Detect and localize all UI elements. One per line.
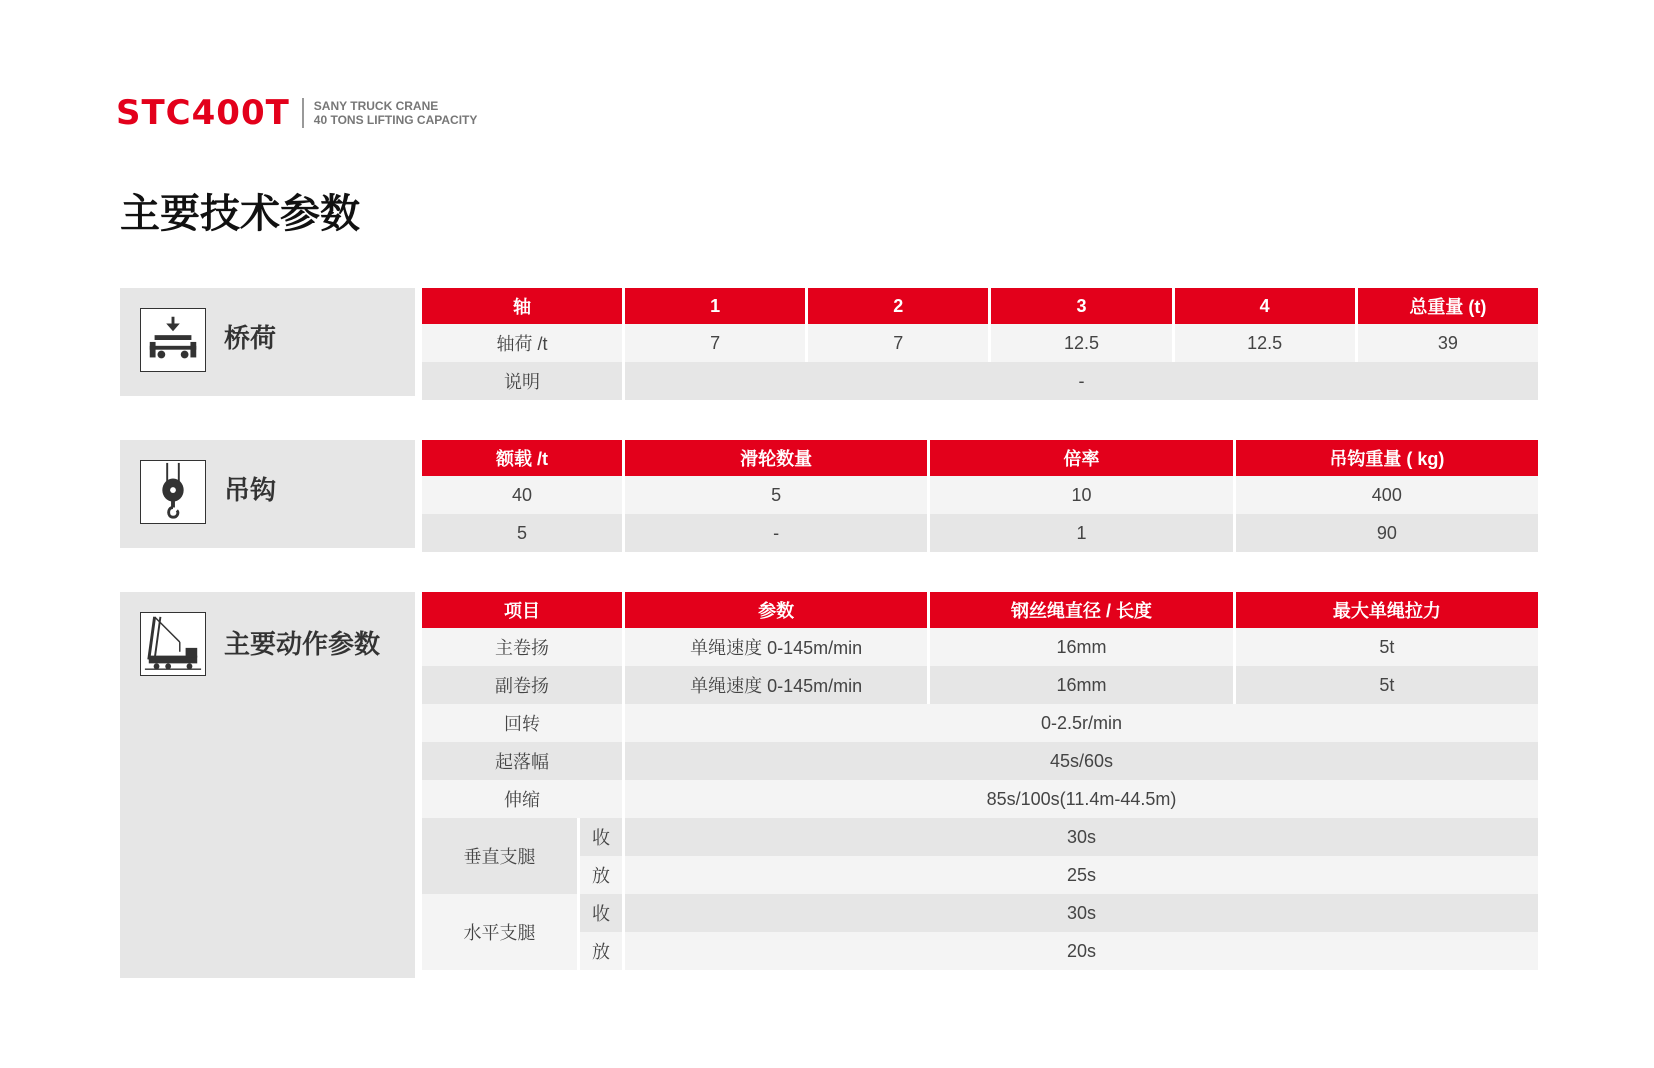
sub-label: 放 bbox=[580, 856, 622, 894]
axle-load-sidebar bbox=[120, 288, 415, 396]
header-cell: 额载 /t bbox=[422, 440, 622, 476]
model-name: STC400T bbox=[116, 93, 290, 133]
table-cell: 20s bbox=[625, 932, 1538, 970]
sub-label: 收 bbox=[580, 818, 622, 856]
table-cell: 16mm bbox=[930, 666, 1232, 704]
axle-load-section bbox=[120, 288, 1544, 396]
table-row bbox=[422, 514, 1538, 552]
table-row bbox=[422, 818, 1538, 856]
hook-sidebar bbox=[120, 440, 415, 548]
hook-icon bbox=[140, 460, 206, 524]
axle-load-table bbox=[419, 288, 1541, 400]
brand-subtitle bbox=[314, 99, 478, 127]
motion-section bbox=[120, 592, 1544, 978]
table-cell: 12.5 bbox=[1175, 324, 1355, 362]
table-cell: 0-2.5r/min bbox=[625, 704, 1538, 742]
sub-label: 放 bbox=[580, 932, 622, 970]
table-cell: 39 bbox=[1358, 324, 1538, 362]
row-label: 副卷扬 bbox=[422, 666, 622, 704]
table-row bbox=[422, 932, 1538, 970]
table-row bbox=[422, 666, 1538, 704]
hook-table bbox=[419, 440, 1541, 552]
brand-subtitle-line1: SANY TRUCK CRANE bbox=[313, 99, 439, 113]
table-row bbox=[422, 324, 1538, 362]
table-row bbox=[422, 856, 1538, 894]
header-cell: 2 bbox=[808, 288, 988, 324]
header-cell: 最大单绳拉力 bbox=[1236, 592, 1538, 628]
table-cell: 85s/100s(11.4m-44.5m) bbox=[625, 780, 1538, 818]
table-cell: 16mm bbox=[930, 628, 1232, 666]
crane-icon bbox=[140, 612, 206, 676]
header-cell: 滑轮数量 bbox=[625, 440, 927, 476]
header-cell: 3 bbox=[991, 288, 1171, 324]
table-row bbox=[422, 628, 1538, 666]
header-cell: 钢丝绳直径 / 长度 bbox=[930, 592, 1232, 628]
row-label: 主卷扬 bbox=[422, 628, 622, 666]
header-cell: 项目 bbox=[422, 592, 622, 628]
table-cell: 30s bbox=[625, 894, 1538, 932]
row-label: 水平支腿 bbox=[422, 894, 577, 970]
table-header-row bbox=[422, 440, 1538, 476]
table-header-row bbox=[422, 592, 1538, 628]
header-cell: 4 bbox=[1175, 288, 1355, 324]
header-cell: 吊钩重量 ( kg) bbox=[1236, 440, 1538, 476]
table-cell: 400 bbox=[1236, 476, 1538, 514]
table-cell: 10 bbox=[930, 476, 1232, 514]
table-cell: 单绳速度 0-145m/min bbox=[625, 666, 927, 704]
row-label: 轴荷 /t bbox=[422, 324, 622, 362]
header-cell: 参数 bbox=[625, 592, 927, 628]
table-row bbox=[422, 742, 1538, 780]
table-header-row bbox=[422, 288, 1538, 324]
table-cell: 7 bbox=[808, 324, 988, 362]
table-cell: 5 bbox=[625, 476, 927, 514]
table-cell: 5t bbox=[1236, 628, 1538, 666]
table-cell: - bbox=[625, 514, 927, 552]
table-row bbox=[422, 704, 1538, 742]
table-cell: 5t bbox=[1236, 666, 1538, 704]
hook-title: 吊钩 bbox=[224, 476, 277, 506]
hook-section bbox=[120, 440, 1544, 548]
table-row bbox=[422, 476, 1538, 514]
brand-header bbox=[116, 93, 478, 133]
table-cell: 5 bbox=[422, 514, 622, 552]
table-cell: 1 bbox=[930, 514, 1232, 552]
motion-sidebar bbox=[120, 592, 415, 978]
header-cell: 轴 bbox=[422, 288, 622, 324]
table-cell: 12.5 bbox=[991, 324, 1171, 362]
table-cell: 7 bbox=[625, 324, 805, 362]
table-cell: 25s bbox=[625, 856, 1538, 894]
sub-label: 收 bbox=[580, 894, 622, 932]
table-cell: 30s bbox=[625, 818, 1538, 856]
motion-table bbox=[419, 592, 1541, 970]
row-label: 垂直支腿 bbox=[422, 818, 577, 894]
table-cell: 单绳速度 0-145m/min bbox=[625, 628, 927, 666]
table-cell: - bbox=[625, 362, 1538, 400]
header-divider bbox=[302, 98, 304, 128]
table-cell: 90 bbox=[1236, 514, 1538, 552]
motion-title: 主要动作参数 bbox=[224, 630, 381, 660]
table-cell: 40 bbox=[422, 476, 622, 514]
header-cell: 倍率 bbox=[930, 440, 1232, 476]
table-row bbox=[422, 362, 1538, 400]
axle-load-title: 桥荷 bbox=[224, 324, 277, 354]
row-label: 说明 bbox=[422, 362, 622, 400]
header-cell: 1 bbox=[625, 288, 805, 324]
table-row bbox=[422, 894, 1538, 932]
table-cell: 45s/60s bbox=[625, 742, 1538, 780]
row-label: 伸缩 bbox=[422, 780, 622, 818]
row-label: 起落幅 bbox=[422, 742, 622, 780]
row-label: 回转 bbox=[422, 704, 622, 742]
brand-subtitle-line2: 40 TONS LIFTING CAPACITY bbox=[313, 113, 478, 127]
page-title: 主要技术参数 bbox=[120, 191, 360, 237]
axle-load-icon bbox=[140, 308, 206, 372]
header-cell: 总重量 (t) bbox=[1358, 288, 1538, 324]
table-row bbox=[422, 780, 1538, 818]
